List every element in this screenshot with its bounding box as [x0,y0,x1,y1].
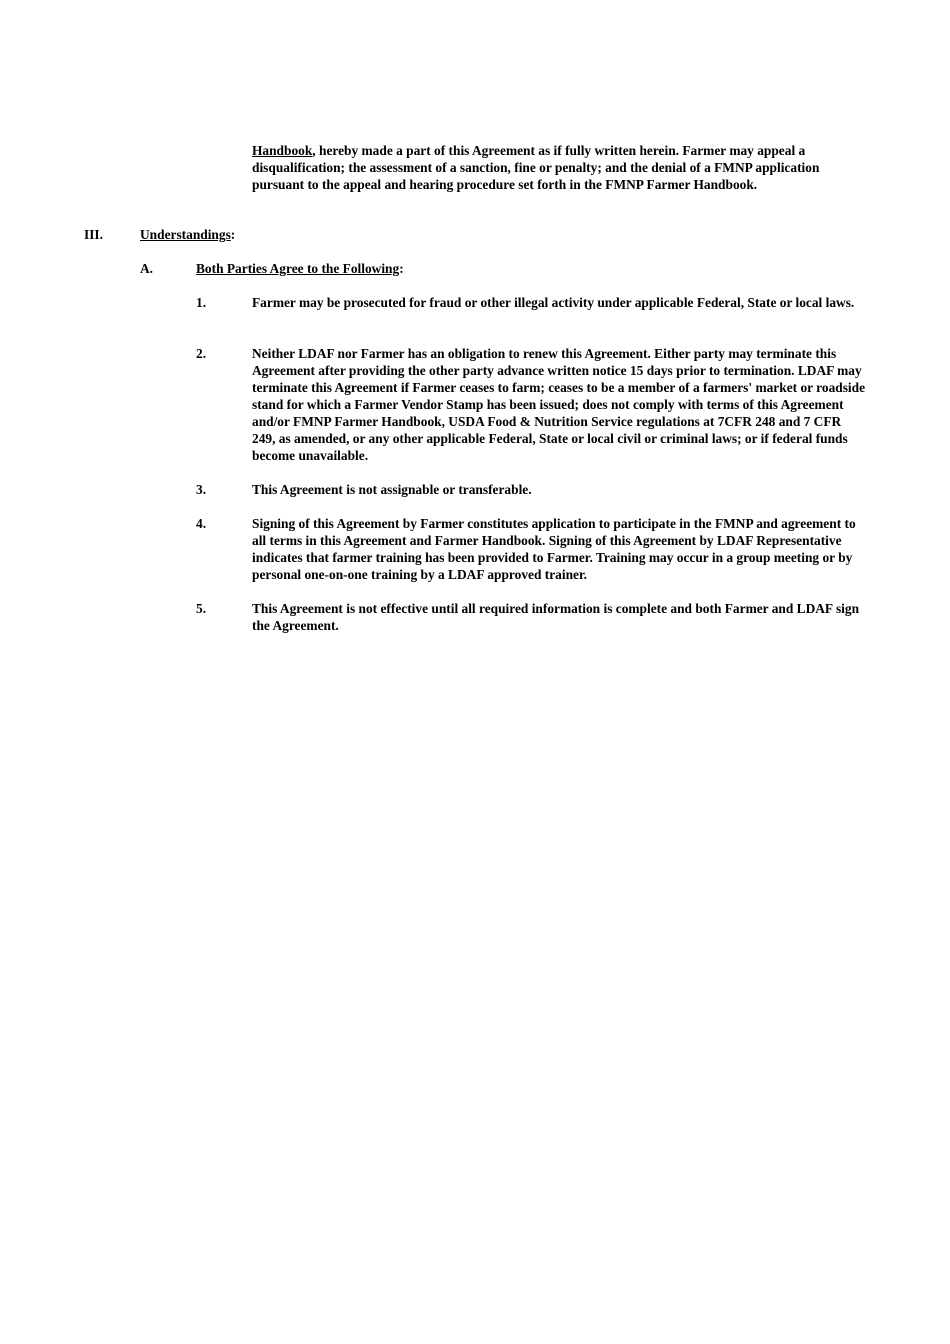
section-title-wrap [140,226,235,243]
item-text: Signing of this Agreement by Farmer constitutes application to participate in the FMNP and agreement to all terms in this Agreement and Farmer Handbook. Signing of this Agreement by LDAF Representative indicates that farmer training has been provided to Farmer. Training may occur in a group meeting or by personal one-on-one training by a LDAF approved trainer. [252,516,856,582]
subsection-title: Both Parties Agree to the Following [196,261,400,276]
intro-text [252,142,872,193]
item-number: 3. [196,482,207,497]
item-number: 5. [196,601,207,616]
item-number: 1. [196,295,207,310]
subsection-colon: : [399,261,404,276]
item-number: 2. [196,346,207,361]
intro-body: , hereby made a part of this Agreement as if fully written herein. Farmer may appeal a disqualification; the assessment of a sanction, fine or penalty; and the denial of a FMNP application pursuant to the appeal and hearing procedure set forth in the FMNP Farmer Handbook. [252,143,820,192]
intro-paragraph [252,142,872,193]
item-text: This Agreement is not effective until all required information is complete and both Farmer and LDAF sign the Agreement. [252,601,860,633]
item-text: Neither LDAF nor Farmer has an obligation to renew this Agreement. Either party may terminate this Agreement after providing the other party advance written notice 15 days prior to termination. LDAF may terminate this Agreement if Farmer ceases to farm; ceases to be a member of a farmers' market or roadside stand for which a Farmer Vendor Stamp has been issued; does not comply with terms of this Agreement and/or FMNP Farmer Handbook, USDA Food & Nutrition Service regulations at 7CFR 248 and 7 CFR 249, as amended, or any other applicable Federal, State or local civil or criminal laws; or if federal funds become unavailable. [252,346,866,463]
section-heading [0,226,950,246]
item-text: This Agreement is not assignable or transferable. [252,482,532,497]
section-marker: III. [84,227,103,242]
handbook-reference: Handbook [252,143,313,158]
subsection-title-wrap [196,260,404,277]
subsection-marker: A. [140,261,154,276]
item-text: Farmer may be prosecuted for fraud or other illegal activity under applicable Federal, State or local laws. [252,295,855,310]
section-title: Understandings [140,227,231,242]
item-number: 4. [196,516,207,531]
section-colon: : [230,227,236,242]
subsection-heading [0,260,950,280]
